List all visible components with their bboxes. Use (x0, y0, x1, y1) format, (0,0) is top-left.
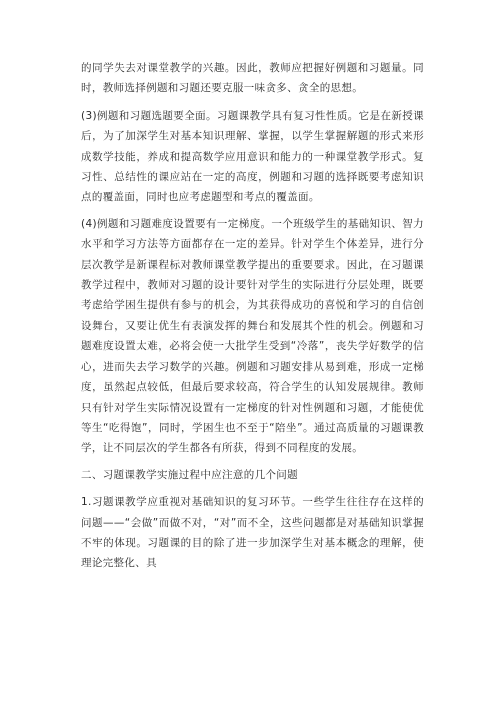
paragraph-continuation: 的同学失去对课堂教学的兴趣。因此，教师应把握好例题和习题量。同时，教师选择例题和习题还要克服一味贪多、贪全的思想。 (81, 62, 424, 95)
section-heading: 二、习题课教学实施过程中应注意的几个问题 (81, 468, 298, 481)
document-body (81, 58, 424, 580)
paragraph-item-4: (4)例题和习题难度设置要有一定梯度。一个班级学生的基础知识、智力水平和学习方法等方面都存在一定的差异。针对学生个体差异，进行分层次教学是新课程标对教师课堂教学提出的重要要求。因此，在习题课教学过程中，教师对习题的设计要针对学生的实际进行分层处理，既要考虑给学困生提供有参与的机会，为其获得成功的喜悦和学习的自信创设舞台，又要让优生有表演发挥的舞台和发展其个性的机会。例题和习题难度设置太难，必将会使一大批学生受到“冷落”，丧失学好数学的信心，进而失去学习数学的兴趣。例题和习题安排从易到难，形成一定梯度，虽然起点较低，但最后要求较高，符合学生的认知发展规律。教师只有针对学生实际情况设置有一定梯度的针对性例题和习题，才能使优等生“吃得饱”，同时，学困生也不至于“陪坐”。通过高质量的习题课教学，让不同层次的学生都各有所获，得到不同程度的发展。 (81, 217, 424, 455)
paragraph-section-1: 1.习题课教学应重视对基础知识的复习环节。一些学生往往存在这样的问题——“会做”而做不对，“对”而不全，这些问题都是对基础知识掌握不牢的体现。习题课的目的除了进一步加深学生对基本概念的理解，使理论完整化、具 (81, 496, 424, 570)
paragraph-item-3: (3)例题和习题选题要全面。习题课教学具有复习性性质。它是在新授课后，为了加深学生对基本知识理解、掌握，以学生掌握解题的形式来形成数学技能，养成和提高数学应用意识和能力的一种课堂教学形式。复习性、总结性的课应站在一定的高度，例题和习题的选择既要考虑知识点的覆盖面，同时也应考虑题型和考点的覆盖面。 (81, 109, 424, 204)
